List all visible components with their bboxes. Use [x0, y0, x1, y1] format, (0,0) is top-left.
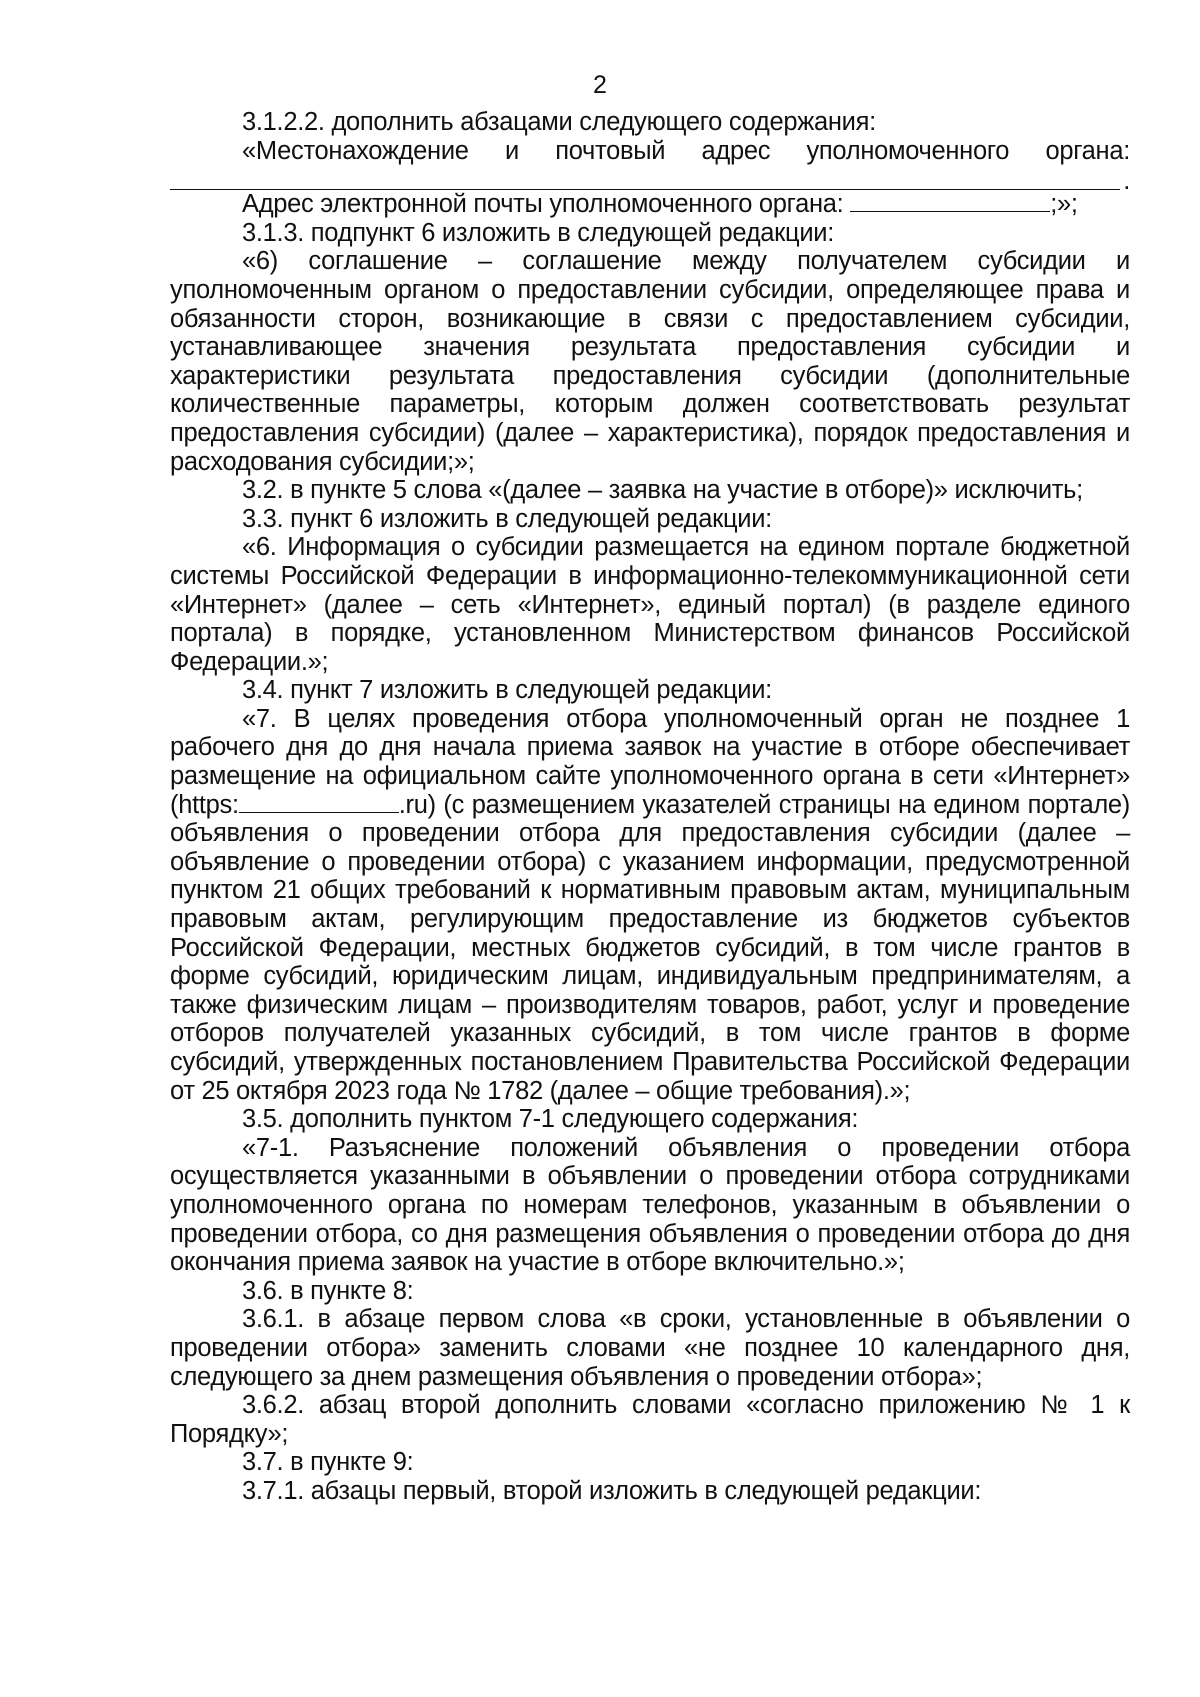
- paragraph-agreement-definition: «6) соглашение – соглашение между получателем субсидии и уполномоченным органом о предоставлении субсидии, определяющее права и обязанности сторон, возникающие в связи с предоставлением субсидии, устанавливающее значения результата предоставления субсидии и характеристики результата предоставления субсидии (дополнительные количественные параметры, которым должен соответствовать результат предоставления субсидии) (далее – характеристика), порядок предоставления и расходования субсидии;»;: [170, 247, 1130, 476]
- paragraph-3-3: 3.3. пункт 6 изложить в следующей редакции:: [242, 504, 772, 533]
- email-label: Адрес электронной почты уполномоченного органа:: [242, 190, 844, 219]
- paragraph-subsidy-information: «6. Информация о субсидии размещается на едином портале бюджетной системы Российской Федерации в информационно-телекоммуникационной сети «Интернет» (далее – сеть «Интернет», единый портал) (в разделе единого портала) в порядке, установленном Министерством финансов Российской Федерации.»;: [170, 533, 1130, 676]
- paragraph-3-1-2-2: 3.1.2.2. дополнить абзацами следующего содержания:: [242, 108, 876, 136]
- paragraph-email-address: [170, 190, 1130, 219]
- paragraph-3-6-2: 3.6.2. абзац второй дополнить словами «согласно приложению № 1 к Порядку»;: [170, 1391, 1130, 1448]
- paragraph-3-2: 3.2. в пункте 5 слова «(далее – заявка на участие в отборе)» исключить;: [242, 476, 1083, 505]
- paragraph-3-7: 3.7. в пункте 9:: [242, 1448, 414, 1477]
- paragraph-clarification: «7-1. Разъяснение положений объявления о проведении отбора осуществляется указанными в объявлении о проведении отбора сотрудниками уполномоченного органа по номерам телефонов, указанным в объявлении о проведении отбора, со дня размещения объявления о проведении отбора до дня окончания приема заявок на участие в отборе включительно.»;: [170, 1133, 1130, 1277]
- email-suffix: ;»;: [1050, 190, 1078, 219]
- document-body: [170, 108, 1130, 1506]
- paragraph-location-address: «Местонахождение и почтовый адрес уполномоченного органа:: [242, 136, 1130, 165]
- blank-line-end-dot: .: [1123, 166, 1130, 195]
- paragraph-3-7-1: 3.7.1. абзацы первый, второй изложить в следующей редакции:: [242, 1476, 982, 1505]
- paragraph-3-1-3: 3.1.3. подпункт 6 изложить в следующей редакции:: [242, 218, 835, 247]
- page-number: 2: [593, 71, 607, 99]
- blank-email: [850, 191, 1050, 212]
- paragraph-3-6: 3.6. в пункте 8:: [242, 1276, 414, 1305]
- announcement-text-start: «7. В целях проведения отбора уполномоченный орган не позднее 1 рабочего дня до дня начала приема заявок на участие в отборе обеспечивает размещение на официальном сайте уполномоченного органа в сети «Интернет» (https:: [170, 704, 1130, 819]
- announcement-text-end: .ru) (с размещением указателей страницы на едином портале) объявления о проведении отбора для предоставления субсидии (далее – объявление о проведении отбора) с указанием информации, предусмотренной пунктом 21 общих требований к нормативным правовым актам, муниципальным правовым актам, регулирующим предоставление из бюджетов субъектов Российской Федерации, местных бюджетов субсидий, в том числе грантов в форме субсидий, юридическим лицам, индивидуальным предпринимателям, а также физическим лицам – производителям товаров, работ, услуг и проведение отборов получателей указанных субсидий, в том числе грантов в форме субсидий, утвержденных постановлением Правительства Российской Федерации от 25 октября 2023 года № 1782 (далее – общие требования).»;: [170, 790, 1130, 1105]
- paragraph-3-6-1: 3.6.1. в абзаце первом слова «в сроки, установленные в объявлении о проведении отбора» заменить словами «не позднее 10 календарного дня, следующего за днем размещения объявления о проведении отбора»;: [170, 1305, 1130, 1391]
- paragraph-3-4: 3.4. пункт 7 изложить в следующей редакции:: [242, 676, 772, 705]
- blank-address-line: [170, 165, 1130, 195]
- paragraph-3-5: 3.5. дополнить пунктом 7-1 следующего содержания:: [242, 1105, 859, 1134]
- paragraph-selection-announcement: [170, 705, 1130, 1105]
- blank-website-domain: [239, 792, 399, 813]
